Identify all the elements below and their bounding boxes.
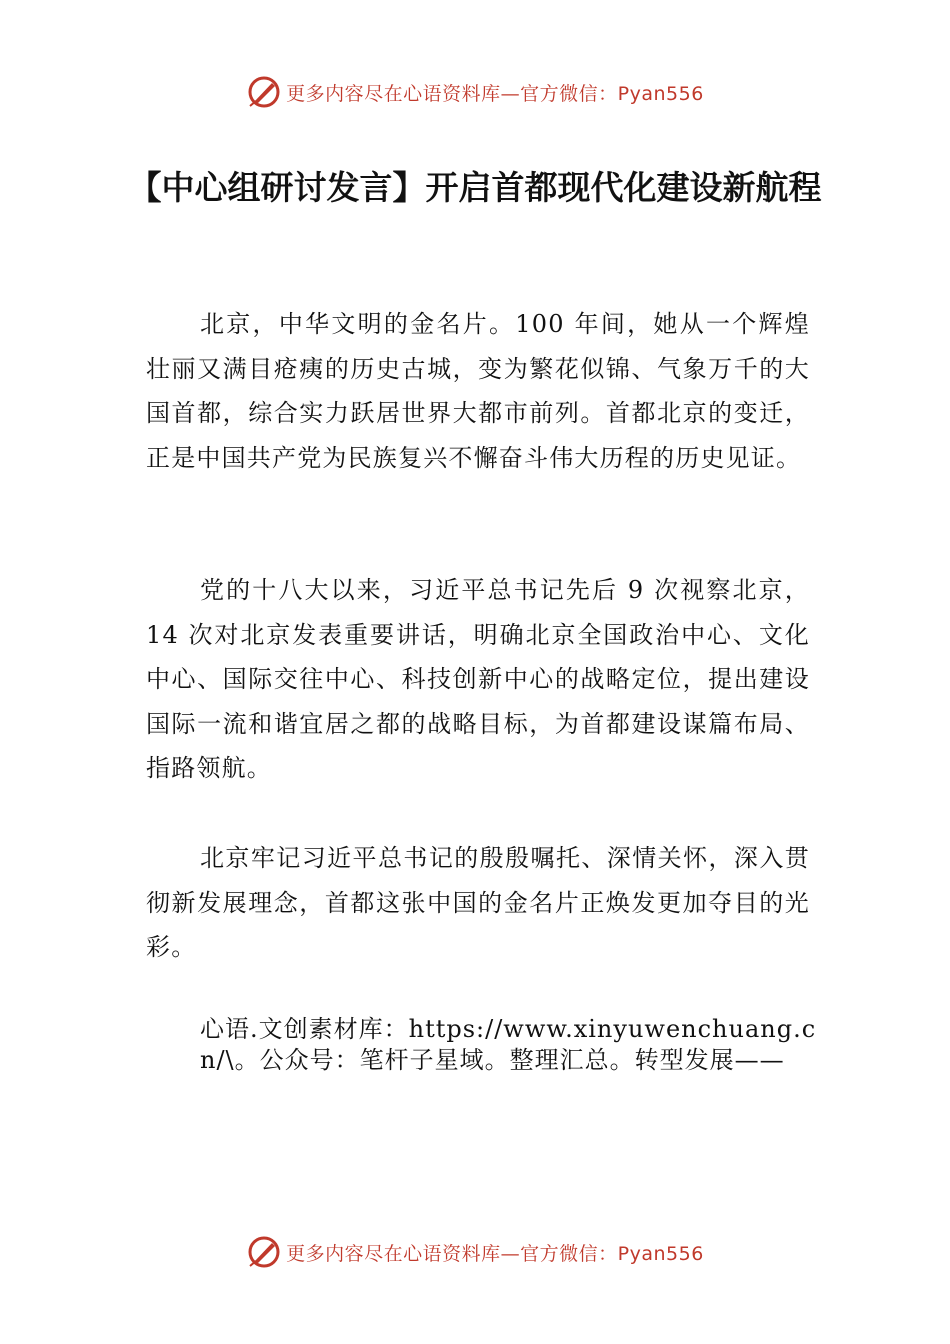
banner-text: 更多内容尽在心语资料库—官方微信：Pyan556 [286,1242,704,1265]
paragraph-3: 北京牢记习近平总书记的殷殷嘱托、深情关怀，深入贯彻新发展理念，首都这张中国的金名片正焕发更加夺目的光彩。 [146,844,810,961]
source-note: 心语.文创素材库：https://www.xinyuwenchuang.cn/\。公众号：笔杆子星域。整理汇总。转型发展—— [200,1015,817,1074]
banner-text: 更多内容尽在心语资料库—官方微信：Pyan556 [286,82,704,105]
quill-pen-circle-logo-icon [246,74,282,110]
paragraph-2: 党的十八大以来，习近平总书记先后 9 次视察北京，14 次对北京发表重要讲话，明确北京全国政治中心、文化中心、国际交往中心、科技创新中心的战略定位，提出建设国际一流和谐宜居之都的战略目标，为首都建设谋篇布局、指路领航。 [146,576,810,782]
quill-pen-circle-logo-icon [246,1234,282,1270]
paragraph-1: 北京，中华文明的金名片。100 年间，她从一个辉煌壮丽又满目疮痍的历史古城，变为繁花似锦、气象万千的大国首都，综合实力跃居世界大都市前列。首都北京的变迁，正是中国共产党为民族复兴不懈奋斗伟大历程的历史见证。 [146,310,810,472]
header-banner [0,72,950,112]
document-title: 【中心组研讨发言】开启首都现代化建设新航程 [128,168,822,207]
wechat-handle: Pyan556 [617,82,704,105]
wechat-handle: Pyan556 [617,1242,704,1265]
footer-banner [0,1232,950,1272]
